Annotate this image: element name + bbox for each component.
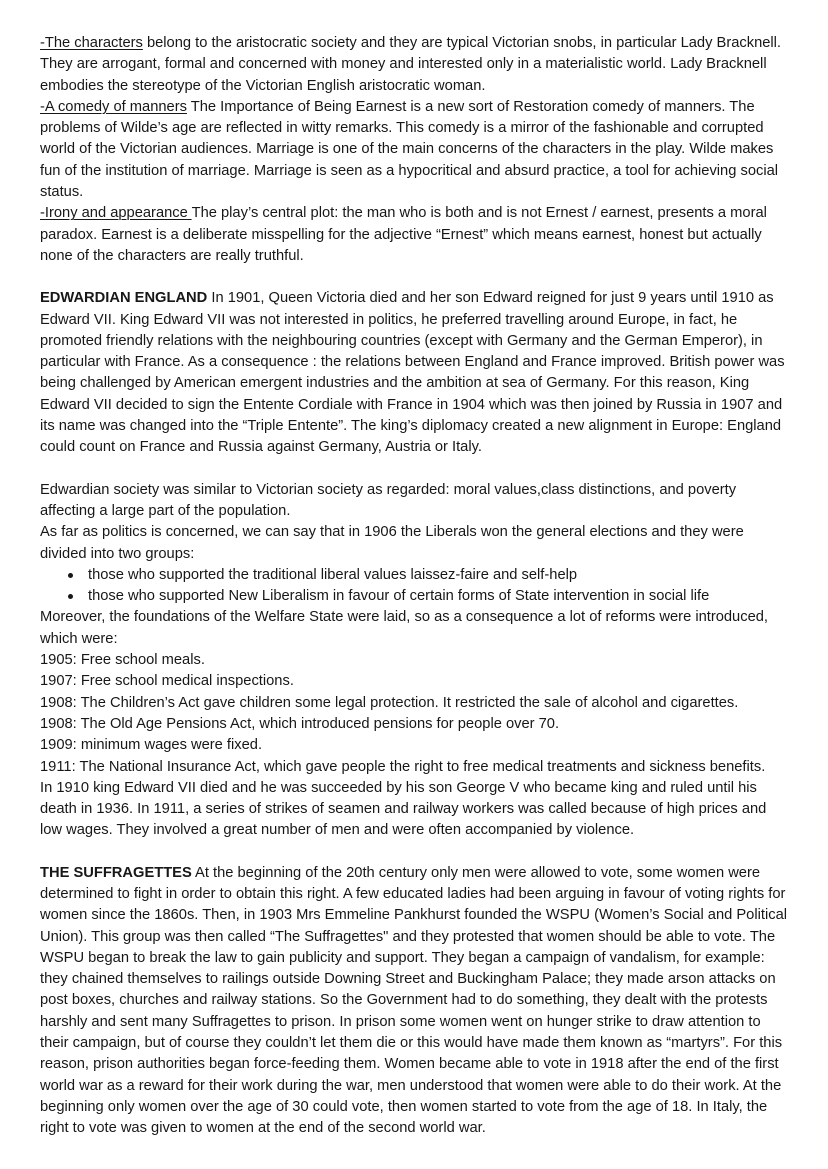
text-a-comedy-of-manners-body: The Importance of Being Earnest is a new sort of Restoration comedy of manners. The problems of Wilde’s age are reflected in witty remarks. This comedy is a mirror of the fashionable and corrupted world of the Victorian audiences. Marriage is one of the main concerns of the characters in the play. Wilde makes fun of the institution of marriage. Marriage is seen as a hypocritical and absurd practice, a tool for achieving social status. bbox=[40, 98, 783, 201]
section-gap-3 bbox=[40, 842, 790, 863]
section-edwardian-england bbox=[40, 288, 790, 458]
section-the-suffragettes bbox=[40, 863, 790, 1140]
reform-line: 1911: The National Insurance Act, which gave people the right to free medical treatments and sickness benefits. bbox=[40, 758, 766, 775]
reform-line: 1908: The Old Age Pensions Act, which introduced pensions for people over 70. bbox=[40, 715, 560, 732]
list-item-label: those who supported New Liberalism in favour of certain forms of State intervention in social life bbox=[88, 588, 710, 605]
section-the-characters bbox=[40, 33, 790, 267]
section-gap-2 bbox=[40, 459, 790, 480]
bullet-icon bbox=[68, 573, 73, 578]
reform-line: 1908: The Children’s Act gave children some legal protection. It restricted the sale of alcohol and cigarettes. bbox=[40, 694, 739, 711]
heading-irony-and-appearance: -Irony and appearance bbox=[40, 205, 192, 222]
heading-the-characters: -The characters bbox=[40, 35, 143, 51]
reform-line: 1909: minimum wages were fixed. bbox=[40, 737, 263, 754]
list-liberal-groups bbox=[40, 565, 790, 608]
section-gap-1 bbox=[40, 267, 790, 288]
list-item bbox=[40, 586, 790, 607]
list-item-label: those who supported the traditional liberal values laissez-faire and self-help bbox=[88, 566, 578, 583]
paragraph-welfare-state-intro: Moreover, the foundations of the Welfare State were laid, so as a consequence a lot of reforms were introduced, which were: bbox=[40, 609, 768, 647]
text-the-characters-body: belong to the aristocratic society and they are typical Victorian snobs, in particular Lady Bracknell. They are arrogant, formal and concerned with money and interested only in a materialistic world. Lady Bracknell embodies the stereotype of the Victorian English aristocratic woman. bbox=[40, 35, 785, 94]
reform-line: 1907: Free school medical inspections. bbox=[40, 673, 294, 690]
bullet-icon bbox=[68, 594, 73, 599]
text-edwardian-england-body: In 1901, Queen Victoria died and her son Edward reigned for just 9 years until 1910 as Edward VII. King Edward VII was not interested in politics, he preferred travelling around Europe, in fact, he promoted friendly relations with the neighbouring countries (except with Germany and the German Emperor), in particular with France. As a consequence : the relations between England and France improved. British power was being challenged by American emergent industries and the ambition at sea of Germany. For this reason, King Edward VII decided to sign the Entente Cordiale with France in 1904 which was then joined by Russia in 1907 and its name was changed into the “Triple Entente”. The king’s diplomacy created a new alignment in Europe: England could count on France and Russia against Germany, Austria or Italy. bbox=[40, 290, 789, 456]
heading-edwardian-england: EDWARDIAN ENGLAND bbox=[40, 290, 208, 307]
text-irony-and-appearance-body: The play’s central plot: the man who is both and is not Ernest / earnest, presents a moral paradox. Earnest is a deliberate misspelling for the adjective “Ernest” which means earnest, honest but actually none of the characters are really truthful. bbox=[40, 205, 771, 264]
reform-line: 1905: Free school meals. bbox=[40, 652, 205, 669]
paragraph-george-v-strikes: In 1910 king Edward VII died and he was succeeded by his son George V who became king and ruled until his death in 1936. In 1911, a series of strikes of seamen and railway workers was called because of high prices and low wages. They involved a great number of men and were often accompanied by violence. bbox=[40, 779, 767, 839]
heading-the-suffragettes: THE SUFFRAGETTES bbox=[40, 864, 192, 881]
document-body bbox=[40, 33, 790, 1140]
heading-a-comedy-of-manners: -A comedy of manners bbox=[40, 98, 187, 115]
list-item bbox=[40, 565, 790, 586]
list-reforms bbox=[40, 650, 790, 778]
text-the-suffragettes-body: At the beginning of the 20th century only men were allowed to vote, some women were determined to fight in order to obtain this right. A few educated ladies had been arguing in favour of voting rights for women since the 1860s. Then, in 1903 Mrs Emmeline Pankhurst founded the WSPU (Women’s Social and Political Union). This group was then called “The Suffragettes" and they protested that women should be able to vote. The WSPU began to break the law to gain publicity and support. They began a campaign of vandalism, for example: they chained themselves to railings outside Downing Street and Buckingham Palace; they made arson attacks on post boxes, churches and railway stations. So the Government had to do something, they dealt with the protests harshly and sent many Suffragettes to prison. In prison some women went on hunger strike to draw attention to their campaign, but of course they couldn’t let them die or this would have made them known as “martyrs”. For this reason, prison authorities began force-feeding them. Women became able to vote in 1918 after the end of the first world war as a reward for their work during the war, men understood that women were able to do their work. At the beginning only women over the age of 30 could vote, then women started to vote from the age of 18. In Italy, the right to vote was given to women at the end of the second world war. bbox=[40, 864, 792, 1137]
paragraph-edwardian-society: Edwardian society was similar to Victorian society as regarded: moral values,class distinctions, and poverty affecting a large part of the population. bbox=[40, 481, 737, 519]
paragraph-politics-liberals: As far as politics is concerned, we can say that in 1906 the Liberals won the general elections and they were divided into two groups: bbox=[40, 524, 744, 562]
